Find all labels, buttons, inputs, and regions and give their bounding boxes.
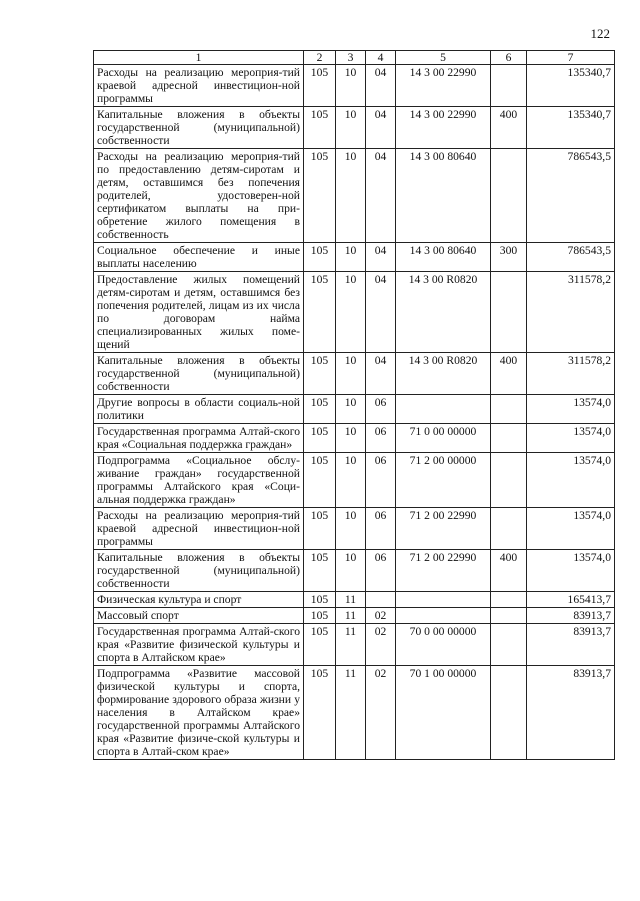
cell-ministry: 105 xyxy=(304,424,336,453)
cell-subsection: 06 xyxy=(366,550,396,592)
cell-expense-type xyxy=(491,395,527,424)
table-row xyxy=(94,550,615,592)
cell-amount: 165413,7 xyxy=(527,592,615,608)
cell-expense-type xyxy=(491,666,527,760)
cell-ministry: 105 xyxy=(304,395,336,424)
row-name: Капитальные вложения в объекты государственной (муниципальной) собственности xyxy=(94,550,304,592)
cell-target-article: 14 3 00 22990 xyxy=(396,65,491,107)
cell-target-article: 71 2 00 00000 xyxy=(396,453,491,508)
cell-expense-type: 400 xyxy=(491,107,527,149)
cell-subsection: 06 xyxy=(366,453,396,508)
cell-section: 10 xyxy=(336,453,366,508)
cell-subsection: 04 xyxy=(366,353,396,395)
column-header: 3 xyxy=(336,51,366,65)
cell-expense-type xyxy=(491,508,527,550)
cell-amount: 13574,0 xyxy=(527,508,615,550)
cell-subsection xyxy=(366,592,396,608)
cell-ministry: 105 xyxy=(304,353,336,395)
cell-ministry: 105 xyxy=(304,608,336,624)
row-name: Государственная программа Алтай-ского края «Социальная поддержка граждан» xyxy=(94,424,304,453)
cell-subsection: 06 xyxy=(366,508,396,550)
budget-table xyxy=(93,50,615,760)
cell-expense-type xyxy=(491,592,527,608)
cell-ministry: 105 xyxy=(304,508,336,550)
cell-expense-type xyxy=(491,608,527,624)
cell-expense-type xyxy=(491,149,527,243)
cell-ministry: 105 xyxy=(304,149,336,243)
cell-amount: 786543,5 xyxy=(527,243,615,272)
cell-expense-type xyxy=(491,624,527,666)
column-header: 2 xyxy=(304,51,336,65)
cell-subsection: 04 xyxy=(366,107,396,149)
cell-expense-type: 400 xyxy=(491,353,527,395)
cell-subsection: 04 xyxy=(366,243,396,272)
row-name: Массовый спорт xyxy=(94,608,304,624)
cell-target-article xyxy=(396,395,491,424)
table-row xyxy=(94,107,615,149)
cell-ministry: 105 xyxy=(304,107,336,149)
table-row xyxy=(94,666,615,760)
cell-section: 10 xyxy=(336,149,366,243)
cell-ministry: 105 xyxy=(304,592,336,608)
cell-expense-type xyxy=(491,453,527,508)
cell-section: 10 xyxy=(336,107,366,149)
table-row xyxy=(94,272,615,353)
cell-target-article: 70 1 00 00000 xyxy=(396,666,491,760)
cell-amount: 135340,7 xyxy=(527,65,615,107)
cell-amount: 13574,0 xyxy=(527,453,615,508)
row-name: Подпрограмма «Социальное обслу-живание граждан» государственной программы Алтайского края «Соци-альная поддержка граждан» xyxy=(94,453,304,508)
cell-amount: 311578,2 xyxy=(527,353,615,395)
cell-section: 11 xyxy=(336,592,366,608)
cell-expense-type xyxy=(491,424,527,453)
table-row xyxy=(94,608,615,624)
row-name: Расходы на реализацию мероприя-тий краевой адресной инвестицион-ной программы xyxy=(94,65,304,107)
cell-ministry: 105 xyxy=(304,550,336,592)
cell-subsection: 04 xyxy=(366,149,396,243)
column-header: 5 xyxy=(396,51,491,65)
table-row xyxy=(94,624,615,666)
table-row xyxy=(94,592,615,608)
cell-target-article: 14 3 00 R0820 xyxy=(396,272,491,353)
cell-target-article: 14 3 00 R0820 xyxy=(396,353,491,395)
cell-section: 10 xyxy=(336,243,366,272)
cell-section: 11 xyxy=(336,608,366,624)
cell-section: 10 xyxy=(336,65,366,107)
table-row xyxy=(94,395,615,424)
table-row xyxy=(94,149,615,243)
cell-target-article: 71 0 00 00000 xyxy=(396,424,491,453)
cell-amount: 83913,7 xyxy=(527,624,615,666)
row-name: Подпрограмма «Развитие массовой физической культуры и спорта, формирование здорового образа жизни у населения в Алтайском крае» государственной программы Алтайского края «Развитие физиче-ской культуры и спорта в Алтай-ском крае» xyxy=(94,666,304,760)
cell-section: 10 xyxy=(336,424,366,453)
cell-section: 10 xyxy=(336,353,366,395)
cell-ministry: 105 xyxy=(304,272,336,353)
column-header: 4 xyxy=(366,51,396,65)
cell-amount: 13574,0 xyxy=(527,424,615,453)
column-header: 6 xyxy=(491,51,527,65)
cell-target-article: 14 3 00 80640 xyxy=(396,149,491,243)
cell-subsection: 04 xyxy=(366,65,396,107)
row-name: Расходы на реализацию мероприя-тий по предоставлению детям-сиротам и детям, оставшимся без попечения родителей, удостоверен-ной сертификатом выплаты на при-обретение жилого помещения в собственность xyxy=(94,149,304,243)
cell-amount: 83913,7 xyxy=(527,608,615,624)
cell-subsection: 02 xyxy=(366,666,396,760)
cell-amount: 83913,7 xyxy=(527,666,615,760)
cell-target-article: 71 2 00 22990 xyxy=(396,550,491,592)
cell-ministry: 105 xyxy=(304,65,336,107)
cell-expense-type xyxy=(491,272,527,353)
cell-ministry: 105 xyxy=(304,453,336,508)
cell-amount: 786543,5 xyxy=(527,149,615,243)
row-name: Государственная программа Алтай-ского края «Развитие физической культуры и спорта в Алтайском крае» xyxy=(94,624,304,666)
cell-amount: 311578,2 xyxy=(527,272,615,353)
cell-target-article: 71 2 00 22990 xyxy=(396,508,491,550)
table-row xyxy=(94,424,615,453)
cell-target-article: 14 3 00 22990 xyxy=(396,107,491,149)
cell-subsection: 02 xyxy=(366,624,396,666)
cell-expense-type: 300 xyxy=(491,243,527,272)
cell-section: 11 xyxy=(336,624,366,666)
page-number: 122 xyxy=(590,26,610,41)
cell-section: 10 xyxy=(336,508,366,550)
cell-ministry: 105 xyxy=(304,243,336,272)
cell-target-article: 70 0 00 00000 xyxy=(396,624,491,666)
cell-expense-type: 400 xyxy=(491,550,527,592)
table-row xyxy=(94,353,615,395)
row-name: Предоставление жилых помещений детям-сиротам и детям, оставшимся без попечения родителей, лицам из их числа по договорам найма специализированных жилых поме-щений xyxy=(94,272,304,353)
row-name: Физическая культура и спорт xyxy=(94,592,304,608)
cell-subsection: 02 xyxy=(366,608,396,624)
cell-amount: 13574,0 xyxy=(527,550,615,592)
row-name: Другие вопросы в области социаль-ной политики xyxy=(94,395,304,424)
cell-subsection: 06 xyxy=(366,395,396,424)
cell-subsection: 04 xyxy=(366,272,396,353)
cell-subsection: 06 xyxy=(366,424,396,453)
table-row xyxy=(94,243,615,272)
row-name: Расходы на реализацию мероприя-тий краевой адресной инвестицион-ной программы xyxy=(94,508,304,550)
cell-expense-type xyxy=(491,65,527,107)
cell-target-article xyxy=(396,608,491,624)
cell-section: 10 xyxy=(336,395,366,424)
column-header: 7 xyxy=(527,51,615,65)
cell-amount: 13574,0 xyxy=(527,395,615,424)
column-header: 1 xyxy=(94,51,304,65)
table-row xyxy=(94,65,615,107)
cell-section: 11 xyxy=(336,666,366,760)
cell-ministry: 105 xyxy=(304,666,336,760)
cell-target-article: 14 3 00 80640 xyxy=(396,243,491,272)
cell-section: 10 xyxy=(336,272,366,353)
cell-section: 10 xyxy=(336,550,366,592)
row-name: Капитальные вложения в объекты государственной (муниципальной) собственности xyxy=(94,107,304,149)
row-name: Социальное обеспечение и иные выплаты населению xyxy=(94,243,304,272)
cell-amount: 135340,7 xyxy=(527,107,615,149)
cell-ministry: 105 xyxy=(304,624,336,666)
table-header-row xyxy=(94,51,615,65)
table-row xyxy=(94,508,615,550)
cell-target-article xyxy=(396,592,491,608)
row-name: Капитальные вложения в объекты государственной (муниципальной) собственности xyxy=(94,353,304,395)
table-row xyxy=(94,453,615,508)
